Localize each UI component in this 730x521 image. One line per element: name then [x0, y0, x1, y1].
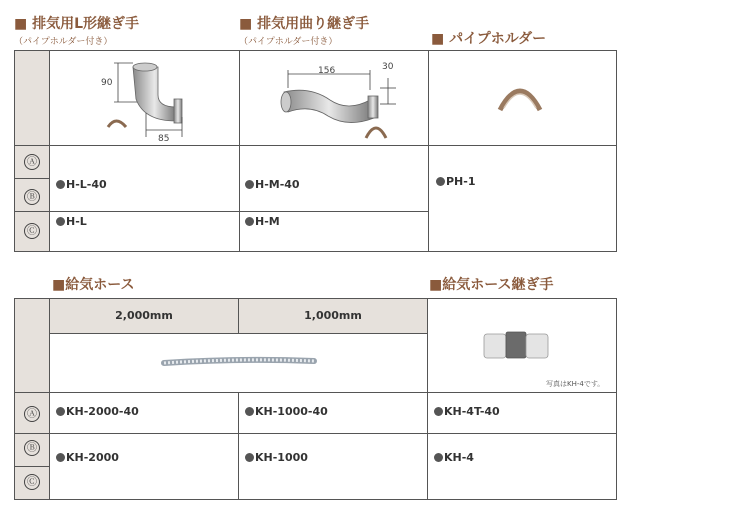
model-kh-4t-40	[434, 405, 500, 418]
model-h-m-40	[245, 178, 300, 191]
title-pipe-holder-text: パイプホルダー	[449, 31, 547, 47]
square-bullet-icon: ■	[239, 16, 253, 32]
model-h-l	[56, 215, 87, 228]
square-bullet-icon: ■	[431, 31, 445, 47]
model-text: PH-1	[446, 175, 476, 188]
model-text: KH-2000	[66, 451, 119, 464]
title-intake-hose	[52, 274, 135, 294]
model-kh-2000	[56, 451, 119, 464]
row-label-c: Ⓒ	[24, 474, 40, 490]
row-label-b: Ⓑ	[24, 440, 40, 456]
model-h-m	[245, 215, 280, 228]
model-text: KH-4T-40	[444, 405, 500, 418]
bullet-icon	[245, 180, 254, 189]
square-bullet-icon: ■	[14, 16, 28, 32]
model-text: KH-4	[444, 451, 474, 464]
title-l-joint-text: 排気用L形継ぎ手	[32, 16, 140, 32]
l-dim-width: 85	[158, 134, 170, 144]
bullet-icon	[56, 217, 65, 226]
bullet-icon	[56, 407, 65, 416]
model-h-l-40	[56, 178, 107, 191]
model-text: H-L-40	[66, 178, 107, 191]
bullet-icon	[245, 453, 254, 462]
bottom-label-column	[15, 299, 49, 499]
l-dim-height: 90	[101, 78, 113, 88]
pipe-holder-illustration	[496, 78, 544, 114]
model-text: H-M-40	[255, 178, 300, 191]
model-ph-1	[436, 175, 476, 188]
hose-joint-illustration	[480, 328, 552, 362]
bend-joint-illustration	[270, 60, 410, 145]
title-intake-hose-text: 給気ホース	[65, 277, 135, 293]
subtitle-l-joint: （パイプホルダー付き）	[14, 37, 113, 47]
row-label-a: Ⓐ	[24, 406, 40, 422]
bullet-icon	[56, 453, 65, 462]
model-text: KH-1000	[255, 451, 308, 464]
row-label-c: Ⓒ	[24, 223, 40, 239]
model-text: KH-1000-40	[255, 405, 328, 418]
l-joint-illustration	[88, 55, 208, 145]
header-2000mm: 2,000mm	[50, 299, 238, 333]
title-pipe-holder	[431, 28, 546, 48]
bullet-icon	[434, 453, 443, 462]
row-label-b: Ⓑ	[24, 189, 40, 205]
bullet-icon	[245, 217, 254, 226]
intake-hose-illustration	[160, 354, 320, 368]
m-dim-length: 156	[318, 66, 336, 76]
title-l-joint	[14, 13, 139, 33]
title-hose-joint-text: 給気ホース継ぎ手	[442, 277, 554, 293]
bullet-icon	[245, 407, 254, 416]
bullet-icon	[436, 177, 445, 186]
header-1000mm: 1,000mm	[239, 299, 427, 333]
top-label-column	[15, 51, 49, 251]
square-bullet-icon: ■	[52, 277, 66, 293]
model-text: H-L	[66, 215, 87, 228]
title-bend-joint-text: 排気用曲り継ぎ手	[257, 16, 370, 32]
title-bend-joint	[239, 13, 369, 33]
subtitle-bend-joint: （パイプホルダー付き）	[239, 37, 338, 47]
model-text: KH-2000-40	[66, 405, 139, 418]
photo-note: 写真はKH-4です。	[546, 380, 605, 388]
model-text: H-M	[255, 215, 280, 228]
title-hose-joint	[429, 274, 554, 294]
model-kh-2000-40	[56, 405, 139, 418]
model-kh-1000	[245, 451, 308, 464]
row-label-a: Ⓐ	[24, 154, 40, 170]
bullet-icon	[434, 407, 443, 416]
square-bullet-icon: ■	[429, 277, 443, 293]
model-kh-1000-40	[245, 405, 328, 418]
model-kh-4	[434, 451, 474, 464]
bullet-icon	[56, 180, 65, 189]
m-dim-offset: 30	[382, 62, 394, 72]
